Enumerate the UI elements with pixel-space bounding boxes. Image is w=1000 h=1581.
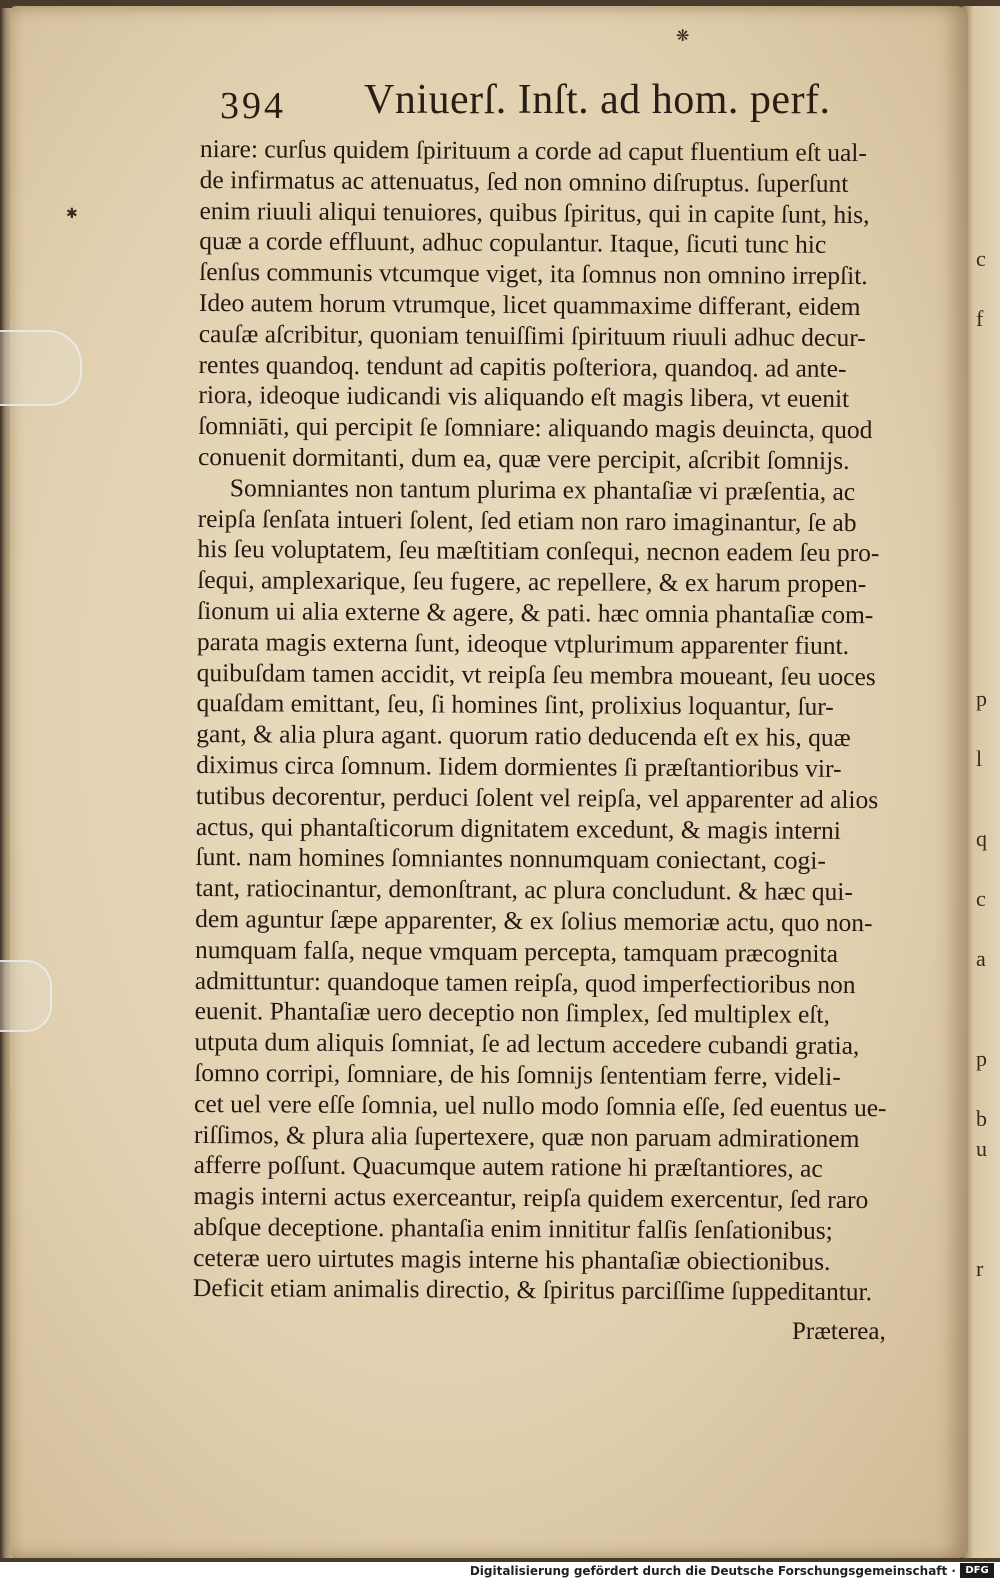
text-line: utputa dum aliquis ſomniat, ſe ad lectum accedere cubandi gratia, bbox=[194, 1027, 860, 1061]
facing-page-fragment: p bbox=[976, 1046, 987, 1071]
dfg-logo: DFG bbox=[960, 1563, 994, 1578]
text-line: ſomniāti, qui percipit ſe ſomniare: aliquando magis deuincta, quod bbox=[198, 411, 873, 445]
text-line: parata magis externa ſunt, ideoque vtplurimum apparenter fiunt. bbox=[196, 626, 850, 660]
running-title: Vniuerſ. Inſt. ad hom. perf. bbox=[364, 77, 831, 123]
body-text bbox=[193, 134, 940, 1309]
facing-page-fragment: c bbox=[976, 886, 986, 911]
digitization-footer bbox=[0, 1562, 1000, 1581]
facing-page-fragment: q bbox=[976, 826, 987, 851]
text-line: ſionum ui alia externe & agere, & pati. hæc omnia phantaſiæ com- bbox=[197, 595, 874, 630]
paragraph-start-line: Somniantes non tantum plurima ex phantaſiæ vi præſentia, ac bbox=[229, 472, 856, 506]
text-line: numquam falſa, neque vmquam percepta, tamquam præcognita bbox=[194, 934, 839, 968]
facing-page-fragment: b bbox=[976, 1106, 987, 1131]
text-line: quibuſdam tamen accidit, vt reipſa ſeu membra moueant, ſeu uoces bbox=[196, 657, 876, 691]
text-line: niare: curſus quidem ſpirituum a corde ad caput fluentium eſt ual- bbox=[199, 134, 868, 168]
text-line: magis interni actus exerceantur, reipſa quidem exercentur, ſed raro bbox=[193, 1181, 869, 1215]
text-line: ſunt. nam homines ſomniantes nonnumquam coniectant, cogi- bbox=[195, 842, 826, 876]
text-line: ceteræ uero uirtutes magis interne his phantaſiæ obiectionibus. bbox=[193, 1242, 831, 1276]
catchword: Præterea, bbox=[792, 1318, 886, 1345]
text-line: quaſdam emittant, ſeu, ſi homines ſint, prolixius loquantur, ſur- bbox=[196, 688, 834, 722]
text-line: ſequi, amplexarique, ſeu fugere, ac repellere, & ex harum propen- bbox=[197, 565, 867, 599]
facing-page-fragment: f bbox=[976, 306, 984, 331]
facing-page-fragment: a bbox=[976, 946, 986, 971]
facing-page-fragment: p bbox=[976, 686, 987, 711]
text-line: ſomno corripi, ſomniare, de his ſomnijs ſententiam ferre, videli- bbox=[194, 1057, 841, 1091]
text-line: abſque deceptione. phantaſia enim innititur falſis ſenſationibus; bbox=[193, 1211, 833, 1245]
text-line: ſenſus communis vtcumque viget, ita ſomnus non omnino irrepſit. bbox=[199, 257, 868, 291]
funding-credit: Digitalisierung gefördert durch die Deutsche Forschungsgemeinschaft · bbox=[469, 1564, 956, 1578]
text-line: reipſa ſenſata intueri ſolent, ſed etiam non raro imaginantur, ſe ab bbox=[197, 503, 857, 537]
text-line: admittuntur: quandoque tamen reipſa, quod imperfectioribus non bbox=[194, 965, 856, 999]
ink-spot: ❋ bbox=[676, 28, 690, 45]
facing-page-fragment: u bbox=[976, 1136, 987, 1161]
text-line: his ſeu voluptatem, ſeu mæſtitiam conſequi, necnon eadem ſeu pro- bbox=[197, 534, 880, 568]
text-line: conuenit dormitanti, dum ea, quæ vere percipit, aſcribit ſomnijs. bbox=[197, 441, 850, 475]
text-line: dem aguntur ſæpe apparenter, & ex ſolius memoriæ actu, quo non- bbox=[195, 903, 873, 938]
page-clip-top bbox=[0, 330, 82, 406]
text-line: enim riuuli aliqui tenuiores, quibus ſpiritus, qui in capite ſunt, his, bbox=[199, 195, 870, 229]
text-line: cet uel vere eſſe ſomnia, uel nullo modo ſomnia eſſe, ſed euentus ue- bbox=[193, 1088, 887, 1122]
text-line: tutibus decorentur, perduci ſolent vel reipſa, vel apparenter ad alios bbox=[195, 780, 879, 814]
text-line: riora, ideoque iudicandi vis aliquando eſt magis libera, vt euenit bbox=[198, 380, 850, 414]
text-line: riſſimos, & plura alia ſupertexere, quæ non paruam admirationem bbox=[193, 1119, 860, 1153]
text-line: Deficit etiam animalis directio, & ſpiritus parciſſime ſuppeditantur. bbox=[192, 1273, 873, 1307]
text-line: diximus circa ſomnum. Iidem dormientes ſi præſtantioribus vir- bbox=[196, 749, 842, 783]
text-line: Ideo autem horum vtrumque, licet quammaxime differant, eidem bbox=[198, 287, 861, 322]
text-line: quæ a corde effluunt, adhuc copulantur. Itaque, ſicuti tunc hic bbox=[199, 226, 827, 260]
facing-page-fragment: c bbox=[976, 246, 986, 271]
text-line: euenit. Phantaſiæ uero deceptio non ſimplex, ſed multiplex eſt, bbox=[194, 996, 830, 1030]
page-clip-bottom bbox=[0, 960, 52, 1032]
facing-page-fragment: r bbox=[976, 1256, 984, 1281]
text-line: rentes quandoq. tendunt ad capitis poſteriora, quandoq. ad ante- bbox=[198, 349, 847, 383]
text-line: tant, ratiocinantur, demonſtrant, ac plura concludunt. & hæc qui- bbox=[195, 873, 854, 907]
text-line: gant, & alia plura agant. quorum ratio deducenda eſt ex his, quæ bbox=[196, 719, 851, 753]
text-line: de infirmatus ac attenuatus, ſed non omnino diſruptus. ſuperſunt bbox=[199, 164, 849, 198]
margin-mark: ✱ bbox=[66, 207, 78, 222]
text-line: actus, qui phantaſticorum dignitatem excedunt, & magis interni bbox=[195, 811, 841, 845]
text-line: cauſæ aſcribitur, quoniam tenuiſſimi ſpirituum riuuli adhuc decur- bbox=[198, 318, 866, 352]
facing-page-fragment: l bbox=[976, 746, 983, 771]
page-header bbox=[220, 76, 940, 136]
page-number: 394 bbox=[220, 85, 286, 127]
text-line: afferre poſſunt. Quacumque autem ratione hi præſtantiores, ac bbox=[193, 1150, 823, 1184]
